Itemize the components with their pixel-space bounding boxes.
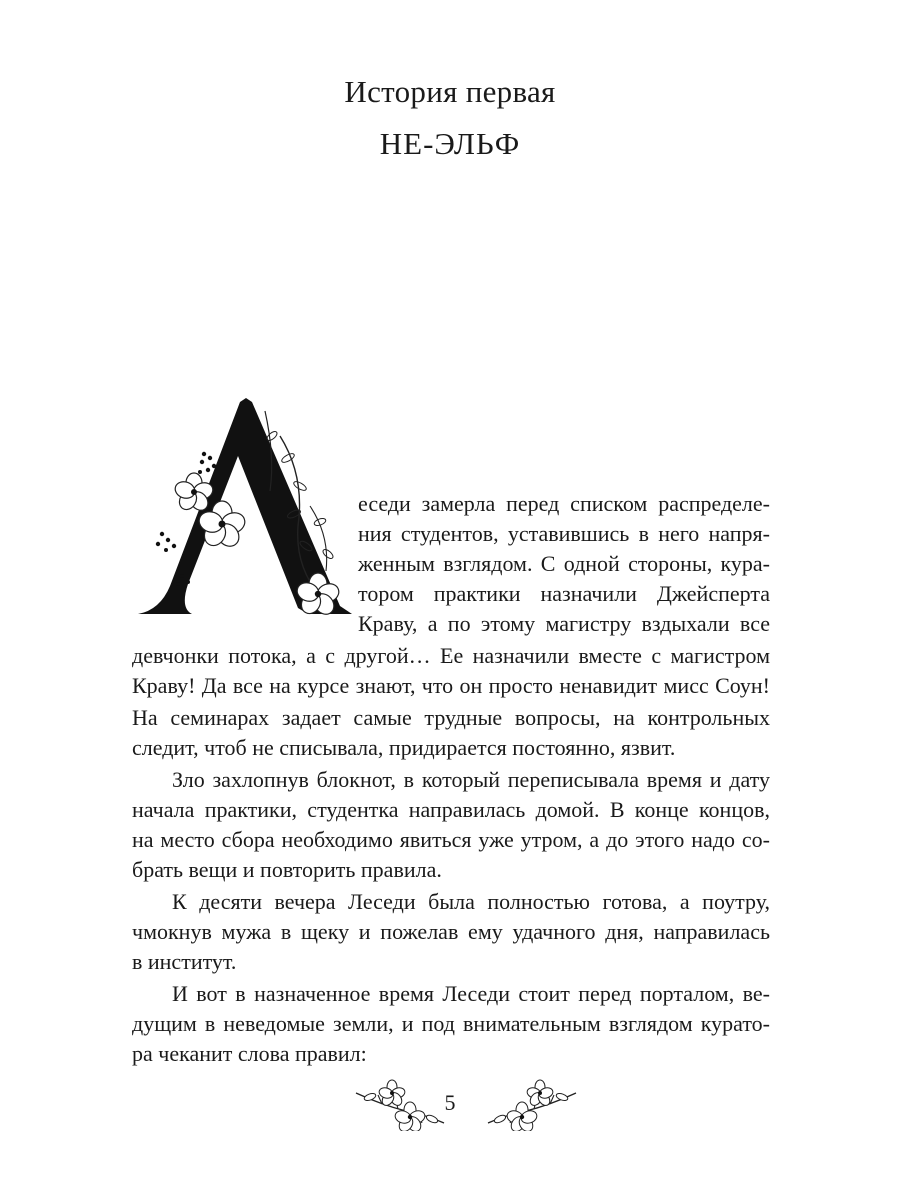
text-line: Краву! Да все на курсе знают, что он просто ненавидит мисс Соун! (132, 673, 770, 698)
text-line: в институт. (132, 949, 237, 974)
text-line: чмокнув мужа в щеку и пожелав ему удачного дня, направилась (132, 919, 770, 944)
text-line: ния студентов, уставившись в него напря- (358, 521, 770, 546)
text-line: На семинарах задает самые трудные вопросы, на контрольных (132, 705, 770, 730)
text-line: брать вещи и повторить правила. (132, 857, 442, 882)
chapter-title: НЕ-ЭЛЬФ (379, 126, 521, 161)
text-line: тором практики назначили Джейсперта (358, 581, 770, 606)
story-label: История первая (344, 74, 556, 109)
text-line: женным взглядом. С одной стороны, кура- (358, 551, 770, 576)
drop-cap-letter-icon (130, 396, 360, 626)
text-line: девчонки потока, а с другой… Ее назначили вместе с магистром (132, 643, 770, 668)
page-number: 5 (444, 1090, 456, 1115)
text-line: еседи замерла перед списком распределе- (358, 491, 770, 516)
text-line: К десяти вечера Леседи была полностью готова, а поутру, (172, 889, 770, 914)
text-line: Зло захлопнув блокнот, в который переписывала время и дату (172, 767, 770, 792)
text-line: начала практики, студентка направилась домой. В конце концов, (132, 797, 770, 822)
text-line: дущим в неведомые земли, и под внимательным взглядом курато- (132, 1011, 770, 1036)
floral-branch-right-icon (484, 1075, 580, 1131)
text-line: Краву, а по этому магистру вздыхали все (358, 611, 770, 636)
text-line: И вот в назначенное время Леседи стоит перед порталом, ве- (172, 981, 770, 1006)
text-line: на место сбора необходимо явиться уже утром, а до этого надо со- (132, 827, 770, 852)
text-line: следит, чтоб не списывала, придирается постоянно, язвит. (132, 735, 676, 760)
text-line: ра чеканит слова правил: (132, 1041, 367, 1066)
